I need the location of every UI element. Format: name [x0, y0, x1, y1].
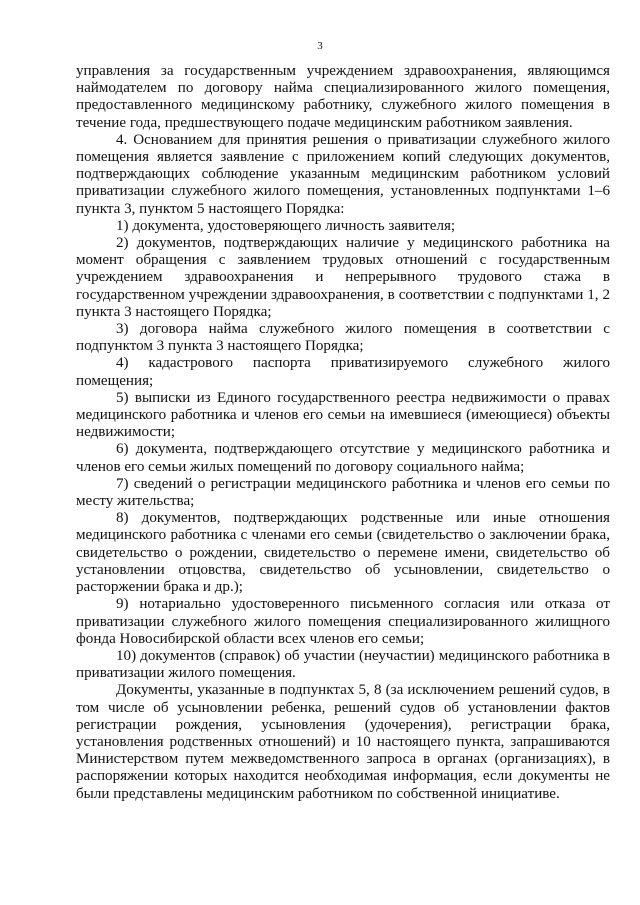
subitem-3: 3) договора найма служебного жилого помещения в соответствии с подпунктом 3 пункта 3 настоящего Порядка; — [76, 321, 610, 355]
subitem-6: 6) документа, подтверждающего отсутствие у медицинского работника и членов его семьи жилых помещений по договору социального найма; — [76, 441, 610, 475]
subitem-2: 2) документов, подтверждающих наличие у медицинского работника на момент обращения с заявлением трудовых отношений с государственным учреждением здравоохранения и непрерывного трудового стажа в государственном учреждении здравоохранения, в соответствии с подпунктами 1, 2 пункта 3 настоящего Порядка; — [76, 235, 610, 320]
document-body — [76, 63, 610, 803]
paragraph-item-4: 4. Основанием для принятия решения о приватизации служебного жилого помещения является заявление с приложением копий следующих документов, подтверждающих соблюдение указанным медицинским работником условий приватизации служебного жилого помещения, установленных подпунктами 1–6 пункта 3, пунктом 5 настоящего Порядка: — [76, 131, 610, 217]
subitem-1: 1) документа, удостоверяющего личность заявителя; — [116, 217, 456, 234]
paragraph-continuation: управления за государственным учреждением здравоохранения, являющимся наймодателем по договору найма специализированного жилого помещения, предоставленного медицинскому работнику, служебного жилого помещения в течение года, предшествующего подаче медицинским работником заявления. — [76, 63, 610, 131]
subitem-8: 8) документов, подтверждающих родственные или иные отношения медицинского работника с членами его семьи (свидетельство о заключении брака, свидетельство о рождении, свидетельство о перемене имени, свидетельство об установлении отцовства, свидетельство об усыновлении, свидетельство о расторжении брака и др.); — [76, 510, 610, 596]
subitem-10: 10) документов (справок) об участии (неучастии) медицинского работника в приватизации жилого помещения. — [76, 647, 610, 682]
page-number: 3 — [317, 40, 323, 52]
subitem-7: 7) сведений о регистрации медицинского работника и членов его семьи по месту жительства; — [76, 475, 610, 510]
subitem-5: 5) выписки из Единого государственного реестра недвижимости о правах медицинского работника и членов его семьи на имевшиеся (имеющиеся) объекты недвижимости; — [76, 389, 610, 441]
subitem-9: 9) нотариально удостоверенного письменного согласия или отказа от приватизации служебного жилого помещения специализированного жилищного фонда Новосибирской области всех членов его семьи; — [76, 596, 610, 647]
subitem-4: 4) кадастрового паспорта приватизируемого служебного жилого помещения; — [76, 355, 610, 389]
paragraph-documents-request: Документы, указанные в подпунктах 5, 8 (за исключением решений судов, в том числе об усыновлении ребенка, решений судов об установлении фактов регистрации рождения, усыновления (удочерения), регистрации брака, установления родственных отношений) и 10 настоящего пункта, запрашиваются Министерством путем межведомственного запроса в органах (организациях), в распоряжении которых находится необходимая информация, если документы не были представлены медицинским работником по собственной инициативе. — [76, 682, 610, 802]
